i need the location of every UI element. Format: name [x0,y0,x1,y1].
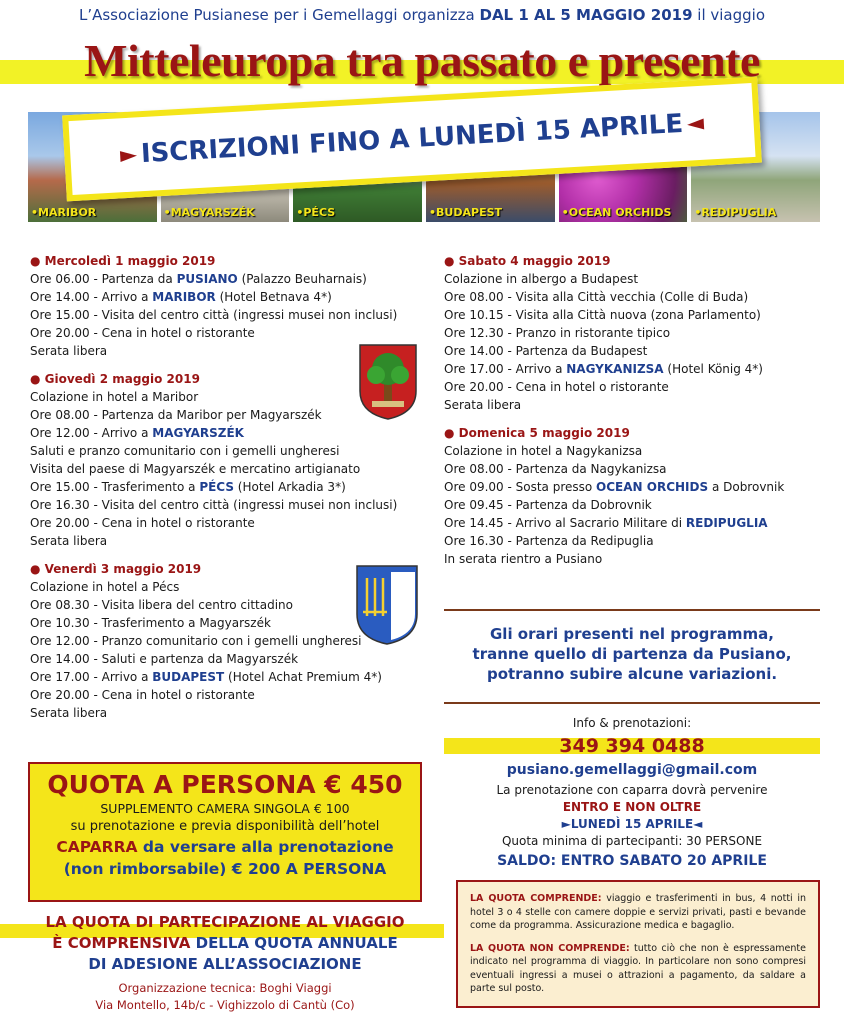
schedule-text: Saluti e pranzo comunitario con i gemelli ungheresi [30,444,340,458]
trip-dates: DAL 1 AL 5 MAGGIO 2019 [479,6,693,24]
minimum-participants: Quota minima di partecipanti: 30 PERSONE [501,834,763,848]
deposit-text: da versare alla prenotazione [137,838,394,856]
day-title [444,424,824,442]
schedule-text: (Hotel Achat Premium 4*) [224,670,382,684]
info-section [444,712,820,872]
schedule-text: Colazione in hotel a Pécs [30,580,180,594]
schedule-text: Ore 15.00 - Trasferimento a [30,480,200,494]
assoc-key: È COMPRENSIVA [52,934,191,952]
day-title-text: Venerdì 3 maggio 2019 [44,562,202,576]
day-title-text: Giovedì 2 maggio 2019 [44,372,200,386]
schedule-text: Ore 12.30 - Pranzo in ristorante tipico [444,326,671,340]
price-box [28,762,422,902]
bullet-icon: ● [30,562,45,576]
destination-name: MARIBOR [152,290,216,304]
schedule-text: a Dobrovnik [708,480,785,494]
inclusions-box [456,880,820,1008]
destination-name: BUDAPEST [152,670,225,684]
divider [444,609,820,611]
photo-caption: •BUDAPEST [429,206,503,219]
destination-name: REDIPUGLIA [685,516,768,530]
destination-name: NAGYKANIZSA [566,362,664,376]
schedule-text: Ore 16.30 - Partenza da Redipuglia [444,534,654,548]
assoc-line [28,933,422,954]
divider [444,702,820,704]
maribor-crest-icon [358,343,418,421]
schedule-text: Ore 14.00 - Arrivo a [30,290,153,304]
schedule-line [30,270,430,288]
schedule-line [444,360,824,378]
arrow-left-icon: ◄ [686,110,705,137]
schedule-text: Ore 20.00 - Cena in hotel o ristorante [444,380,669,394]
schedule-line [444,532,824,550]
deposit-line [30,836,420,858]
schedule-text: Serata libera [30,344,108,358]
schedule-text: (Hotel Arkadia 3*) [233,480,346,494]
excluded-text: tutto ciò che non è espressamente indicato nel programma di viaggio. In particolare non sono compresi eventuali ingressi a musei o attrazioni a pagamento, da saldare a parte sul posto. [470,942,806,994]
excluded-key: LA QUOTA NON COMPRENDE: [470,942,630,954]
page-title: Mitteleuropa tra passato e presente [84,35,760,86]
assoc-line: DI ADESIONE ALL’ASSOCIAZIONE [88,955,362,973]
destination-name: PUSIANO [176,272,238,286]
schedule-text: Ore 15.00 - Visita del centro città (ingressi musei non inclusi) [30,308,398,322]
schedule-text: In serata rientro a Pusiano [444,552,603,566]
single-room-supplement: SUPPLEMENTO CAMERA SINGOLA € 100 [100,801,350,816]
organizer-address: Via Montello, 14b/c - Vighizzolo di Cantù (Co) [95,998,355,1012]
schedule-line [30,514,430,532]
schedule-text: Colazione in albergo a Budapest [444,272,639,286]
excluded-paragraph [470,942,806,996]
schedule-text: Serata libera [444,398,522,412]
schedule-text: Ore 09.45 - Partenza da Dobrovnik [444,498,652,512]
schedule-text: Ore 06.00 - Partenza da [30,272,177,286]
price-per-person: QUOTA A PERSONA € 450 [47,770,403,799]
schedule-text: Ore 08.00 - Partenza da Nagykanizsa [444,462,667,476]
pusiano-crest-icon [355,564,419,646]
program-left-column [30,252,430,732]
schedule-line [30,460,430,478]
schedule-line [30,704,430,722]
schedule-line [444,442,824,460]
technical-organizer [28,980,422,1014]
schedule-text: Serata libera [30,534,108,548]
schedule-line [444,306,824,324]
schedule-line [444,460,824,478]
schedule-line [30,496,430,514]
photo-caption: •REDIPUGLIA [694,206,777,219]
schedule-text: Ore 14.00 - Partenza da Budapest [444,344,648,358]
schedule-line [444,378,824,396]
bullet-icon: ● [30,372,45,386]
day-title [444,252,824,270]
schedule-line [30,668,430,686]
organizer-name: Organizzazione tecnica: Boghi Viaggi [118,981,332,995]
photo-caption: •MAGYARSZÉK [163,206,255,219]
included-paragraph [470,892,806,933]
schedule-text: (Hotel König 4*) [663,362,763,376]
schedule-text: Ore 10.30 - Trasferimento a Magyarszék [30,616,271,630]
schedule-text: Ore 14.00 - Saluti e partenza da Magyarszék [30,652,299,666]
included-key: LA QUOTA COMPRENDE: [470,893,602,904]
schedule-line [444,396,824,414]
schedule-line [30,288,430,306]
balance-deadline: SALDO: ENTRO SABATO 20 APRILE [497,853,767,869]
schedule-line [444,550,824,568]
destination-name: PÉCS [199,480,234,494]
notice-line: potranno subire alcune variazioni. [486,665,778,683]
schedule-line [30,686,430,704]
day-title-text: Domenica 5 maggio 2019 [458,426,630,440]
deadline-date: ►LUNEDÌ 15 APRILE◄ [561,817,703,831]
schedule-line [444,478,824,496]
assoc-line: LA QUOTA DI PARTECIPAZIONE AL VIAGGIO [45,913,405,931]
schedule-text: Ore 20.00 - Cena in hotel o ristorante [30,688,255,702]
schedule-text: Ore 20.00 - Cena in hotel o ristorante [30,516,255,530]
phone-block [444,734,820,758]
schedule-text: Visita del paese di Magyarszék e mercatino artigianato [30,462,361,476]
schedule-line [30,424,430,442]
arrow-right-icon: ► [119,141,138,168]
schedule-text: Ore 14.45 - Arrivo al Sacrario Militare di [444,516,686,530]
schedule-line [444,342,824,360]
destination-name: OCEAN ORCHIDS [596,480,709,494]
intro-line [0,6,844,24]
schedule-text: Colazione in hotel a Maribor [30,390,199,404]
notice-line: tranne quello di partenza da Pusiano, [472,645,792,663]
schedule-text: Ore 08.30 - Visita libera del centro cittadino [30,598,293,612]
day-title-text: Mercoledì 1 maggio 2019 [44,254,216,268]
schedule-text: Ore 09.00 - Sosta presso [444,480,597,494]
email-link[interactable]: pusiano.gemellaggi@gmail.com [506,762,758,778]
bullet-icon: ● [444,426,459,440]
photo-caption: •MARIBOR [31,206,97,219]
phone-number[interactable]: 349 394 0488 [559,735,705,757]
schedule-text: Ore 10.15 - Visita alla Città nuova (zona Parlamento) [444,308,761,322]
bullet-icon: ● [444,254,459,268]
schedule-line [30,532,430,550]
info-label: Info & prenotazioni: [572,716,692,730]
schedule-text: Ore 17.00 - Arrivo a [30,670,153,684]
booking-text: La prenotazione con caparra dovrà pervenire [496,783,768,797]
schedule-line [444,514,824,532]
schedule-text: Ore 08.00 - Partenza da Maribor per Magyarszék [30,408,322,422]
bullet-icon: ● [30,254,45,268]
schedule-line [30,306,430,324]
schedule-line [444,270,824,288]
schedule-text: Ore 16.30 - Visita del centro città (ingressi musei non inclusi) [30,498,398,512]
intro-text: L’Associazione Pusianese per i Gemellaggi organizza [78,6,480,24]
schedule-text: Colazione in hotel a Nagykanizsa [444,444,643,458]
schedule-line [30,442,430,460]
registration-text: ISCRIZIONI FINO A LUNEDÌ 15 APRILE [140,108,684,170]
deadline-text: ENTRO E NON OLTRE [562,800,702,814]
program-day [444,424,824,568]
photo-caption: •PÉCS [296,206,336,219]
photo-caption: •OCEAN ORCHIDS [561,206,672,219]
schedule-line [444,324,824,342]
schedule-text: Ore 12.00 - Arrivo a [30,426,153,440]
assoc-text: DELLA QUOTA ANNUALE [190,934,398,952]
schedule-notice [444,624,820,684]
schedule-text: Ore 08.00 - Visita alla Città vecchia (Colle di Buda) [444,290,749,304]
schedule-text: Ore 17.00 - Arrivo a [444,362,567,376]
intro-end: il viaggio [692,6,766,24]
deposit-key: CAPARRA [56,838,138,856]
schedule-text: Ore 12.00 - Pranzo comunitario con i gemelli ungheresi [30,634,362,648]
program-day [444,252,824,414]
schedule-line [444,496,824,514]
schedule-line [30,478,430,496]
availability-note: su prenotazione e previa disponibilità dell’hotel [70,819,380,834]
schedule-text: Serata libera [30,706,108,720]
schedule-text: (Palazzo Beuharnais) [237,272,367,286]
schedule-line [30,650,430,668]
schedule-line [444,288,824,306]
destination-name: MAGYARSZÉK [152,426,244,440]
schedule-text: Ore 20.00 - Cena in hotel o ristorante [30,326,255,340]
day-title-text: Sabato 4 maggio 2019 [458,254,611,268]
notice-line: Gli orari presenti nel programma, [489,625,775,643]
program-right-column [444,252,824,578]
day-title [30,252,430,270]
included-text: viaggio e trasferimenti in bus, 4 notti in hotel 3 o 4 stelle con camere doppie e servizi privati, pasti e bevande come da programma. Assicurazione medica e bagaglio. [470,893,806,931]
schedule-text: (Hotel Betnava 4*) [215,290,332,304]
deposit-amount: (non rimborsabile) € 200 A PERSONA [63,860,387,878]
association-fee-note [28,912,422,975]
schedule-line [30,324,430,342]
